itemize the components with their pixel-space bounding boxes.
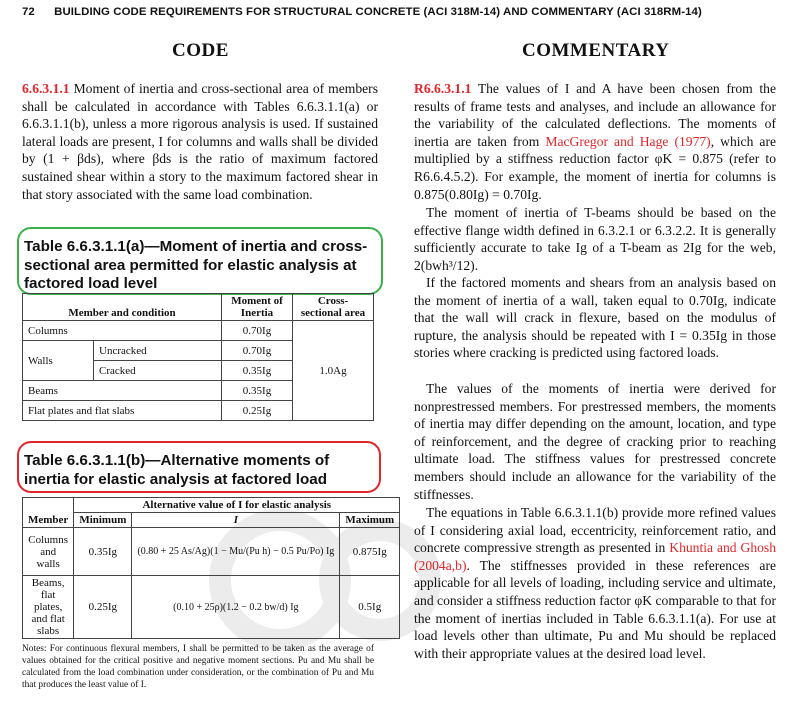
commentary-paragraph-2: The moment of inertia of T-beams should be based on the effective flange width defined in 6.3.2.1 or 6.3.2.2. It is generally sufficiently accurate to take Ig of a T-beam as 2Ig for the web, 2(bwh³/12). (414, 205, 776, 273)
table-a-header-member: Member and condition (23, 294, 222, 321)
commentary-paragraph-4: The values of the moments of inertia were derived for nonprestressed members. For prestressed members, the moments of inertia may differ depending on the amount, location, and type of reinforcement, and the degree of cracking prior to reaching ultimate load. The stiffness values for prestressed concrete members should include an allowance for the variability of the stiffnesses. (414, 381, 776, 502)
code-section-number: 6.6.3.1.1 (22, 81, 70, 96)
table-row: Beams, flat plates, and flat slabs 0.25Ig (0.10 + 25ρ)(1.2 − 0.2 bw/d) Ig 0.5Ig (23, 576, 400, 639)
code-column-title: CODE (172, 40, 229, 61)
table-a-title: Table 6.6.3.1.1(a)—Moment of inertia and cross-sectional area permitted for elastic analysis at factored load level (24, 238, 368, 293)
table-row: Beams 0.35Ig (23, 381, 374, 401)
table-a (22, 293, 374, 421)
running-header (22, 6, 702, 18)
page-number: 72 (22, 6, 35, 18)
table-row: Walls Uncracked 0.70Ig (23, 341, 374, 361)
table-b-header-minimum: Minimum (74, 513, 132, 528)
commentary-column-title: COMMENTARY (522, 40, 670, 61)
table-b-header-i: I (132, 513, 340, 528)
table-a-area-value: 1.0Ag (293, 321, 374, 421)
commentary-paragraph-5: The equations in Table 6.6.3.1.1(b) provide more refined values of I considering axial load, eccentricity, reinforcement ratio, and concrete compressive strength as presented in Khuntia and Ghosh (2004a,b). The stiffnesses provided in these references are applicable for all levels of loading, including service and ultimate, and consider a stiffness reduction factor φK comparable to that for the moment of inertias included in Table 6.6.3.1.1(a). For use at load levels other than ultimate, Pu and Mu should be replaced with their appropriate values at the desired load level. (414, 505, 776, 661)
table-b-title: Table 6.6.3.1.1(b)—Alternative moments of inertia for elastic analysis at factored load (24, 452, 330, 488)
commentary-section-number: R6.6.3.1.1 (414, 81, 472, 96)
khuntia-ghosh-reference-link[interactable]: Khuntia and Ghosh (2004a,b) (414, 540, 776, 573)
table-a-header-inertia: Moment of Inertia (222, 294, 293, 321)
columns-walls-formula: (0.80 + 25 As/Ag)(1 − Mu/(Pu h) − 0.5 Pu/Po) Ig (132, 528, 340, 576)
commentary-paragraph-3: If the factored moments and shears from an analysis based on the moment of inertia of a wall, taken equal to 0.70Ig, indicate that the wall will crack in flexure, based on the modulus of rupture, the analysis should be repeated with I = 0.35Ig in those stories where cracking is predicted using factored loads. (414, 275, 776, 361)
table-b-header-member: Member (23, 498, 74, 528)
code-section-text: Moment of inertia and cross-sectional area of members shall be calculated in accordance with Tables 6.6.3.1.1(a) or 6.6.3.1.1(b), unless a more rigorous analysis is used. If sustained lateral loads are present, I for columns and walls shall be divided by (1 + βds), where βds is the ratio of maximum factored sustained shear within a story to the maximum factored shear in that story associated with the same load combination. (22, 81, 378, 202)
commentary-paragraph-1: R6.6.3.1.1 The values of I and A have been chosen from the results of frame tests and analyses, and include an allowance for the variability of the calculated deflections. The moments of inertia are taken from MacGregor and Hage (1977), which are multiplied by a stiffness reduction factor φK = 0.875 (refer to R6.6.4.5.2). For example, the moment of inertia for columns is 0.875(0.80Ig) = 0.70Ig. (414, 81, 777, 202)
table-row: Columns 0.70Ig 1.0Ag (23, 321, 374, 341)
macgregor-hage-reference-link[interactable]: MacGregor and Hage (1977) (545, 133, 711, 149)
running-title: BUILDING CODE REQUIREMENTS FOR STRUCTURAL CONCRETE (ACI 318M-14) AND COMMENTARY (ACI 318RM-14) (54, 6, 702, 18)
table-b (22, 497, 400, 639)
code-section-6-6-3-1-1 (22, 80, 378, 203)
table-b-header-maximum: Maximum (340, 513, 400, 528)
table-b-notes: Notes: For continuous flexural members, I shall be permitted to be taken as the average of values obtained for the critical positive and negative moment sections. Pu and Mu shall be calculated from the load combination under consideration, or the combination of Pu and Mu that produces the least value of I. (22, 644, 374, 690)
table-b-group-header: Alternative value of I for elastic analysis (74, 498, 400, 513)
table-row: Cracked 0.35Ig (23, 361, 374, 381)
beams-slabs-formula: (0.10 + 25ρ)(1.2 − 0.2 bw/d) Ig (132, 576, 340, 639)
table-row: Columns and walls 0.35Ig (0.80 + 25 As/Ag)(1 − Mu/(Pu h) − 0.5 Pu/Po) Ig 0.875Ig (23, 528, 400, 576)
table-a-header-area: Cross-sectional area (293, 294, 374, 321)
table-row: Flat plates and flat slabs 0.25Ig (23, 401, 374, 421)
